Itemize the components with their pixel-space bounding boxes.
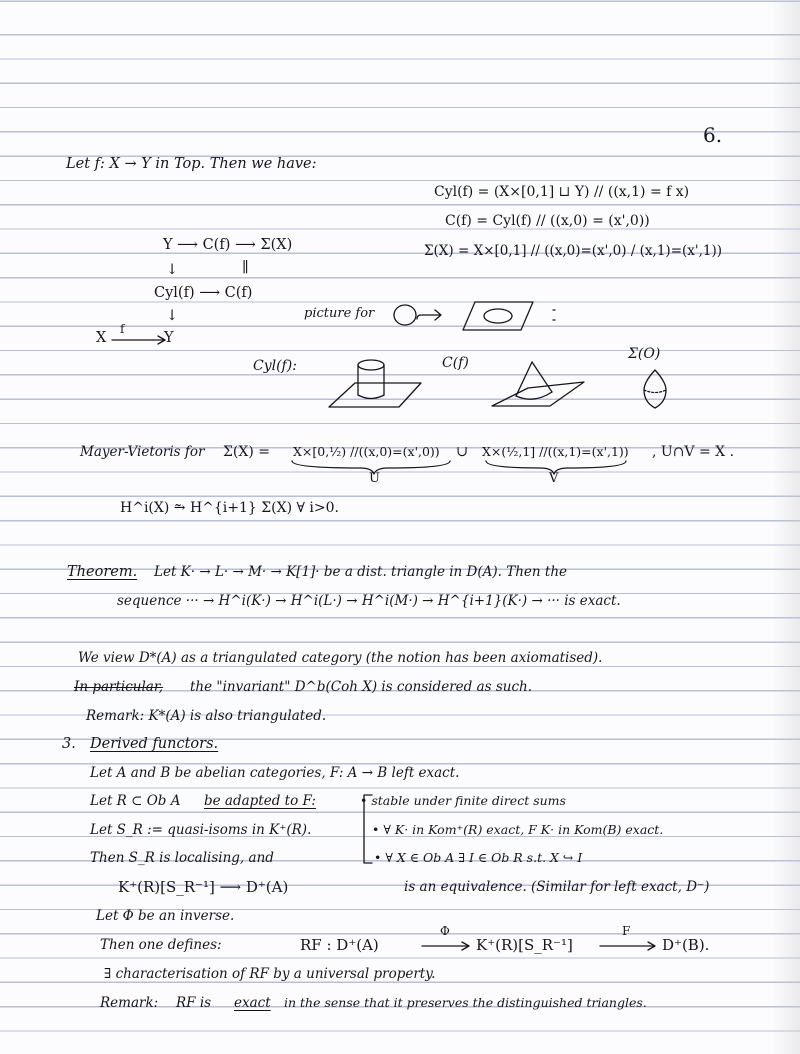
triangulated-line-2-prefix: In particular, <box>74 679 164 695</box>
suspension-picture-label: Σ(O) <box>628 346 661 362</box>
cylinder-picture <box>325 355 425 415</box>
diagram-row2: Cyl(f) ⟶ C(f) <box>154 285 253 301</box>
triangulated-remark: Remark: K*(A) is also triangulated. <box>86 708 327 724</box>
diagram-f-arrow <box>110 334 170 346</box>
f-arrow <box>598 940 660 952</box>
cyl-picture-label: Cyl(f): <box>253 358 297 374</box>
cyl-definition: Cyl(f) = (X×[0,1] ⊔ Y) // ((x,1) = f x) <box>434 184 690 200</box>
mv-cup: ∪ <box>456 444 469 460</box>
theorem-title: Theorem. <box>67 564 138 580</box>
defines-lead: Then one defines: <box>100 937 222 953</box>
section-number: 3. <box>62 736 76 752</box>
adapted-condition-1: • stable under finite direct sums <box>360 793 566 808</box>
rf-middle: K⁺(R)[S_R⁻¹] <box>476 936 573 954</box>
diagram-row1: Y ⟶ C(f) ⟶ Σ(X) <box>163 237 293 253</box>
mv-u-part: X×[0,½) //((x,0)=(x',0)) <box>293 444 440 459</box>
phi-label: Φ <box>440 924 450 938</box>
phi-arrow <box>420 940 474 952</box>
f-label: F <box>622 924 631 938</box>
mv-suspension: Σ(X) = <box>223 444 270 460</box>
derived-line-2-a: Let R ⊂ Ob A <box>90 793 181 809</box>
derived-line-3-a: Let S_R := quasi-isoms in K⁺(R). <box>90 822 312 838</box>
suspension-iso: H^i(X) ⥲ H^{i+1} Σ(X) ∀ i>0. <box>120 500 339 516</box>
section-title: Derived functors. <box>90 736 219 752</box>
diagram-row3-y: Y <box>164 330 174 346</box>
suspension-definition: Σ(X) = X×[0,1] // ((x,0)=(x',0) / (x,1)=(x',1)) <box>424 243 723 259</box>
suspension-picture <box>640 368 670 410</box>
mv-underbraces <box>290 458 690 480</box>
inverse-line: Let Φ be an inverse. <box>96 908 235 924</box>
diagram-parallel: ∥ <box>242 260 249 276</box>
universal-property-line: ∃ characterisation of RF by a universal property. <box>104 966 436 982</box>
remark-rf: RF is <box>176 995 212 1011</box>
diagram-f-label: f <box>120 322 125 336</box>
diagram-down-arrow-2: ↓ <box>166 308 179 324</box>
remark-label: Remark: <box>100 995 159 1011</box>
theorem-line-2: sequence ··· → H^i(K·) → H^i(L·) → H^i(M·) → H^{i+1}(K·) → ··· is exact. <box>117 593 621 609</box>
mv-v-label: V <box>549 471 559 486</box>
mv-lead: Mayer-Vietoris for <box>80 444 205 460</box>
conditions-bracket <box>360 793 374 869</box>
derived-line-1: Let A and B be abelian categories, F: A → B left exact. <box>90 765 460 781</box>
adapted-condition-3: • ∀ X ∈ Ob A ∃ I ∈ Ob R s.t. X ↪ I <box>374 850 583 865</box>
rf-codomain: D⁺(B). <box>662 936 710 954</box>
derived-line-4-a: Then S_R is localising, and <box>90 850 274 866</box>
circle-into-plane-icon <box>393 296 573 338</box>
intro-line: Let f: X → Y in Top. Then we have: <box>66 156 317 172</box>
diagram-row3-x: X <box>96 330 107 346</box>
page-number: 6. <box>703 123 723 147</box>
triangulated-line-1: We view D*(A) as a triangulated category (the notion has been axiomatised). <box>78 650 603 666</box>
derived-line-2-b: be adapted to F: <box>204 793 316 809</box>
rf-domain: RF : D⁺(A) <box>300 936 379 954</box>
mv-tail: , U∩V = X . <box>652 444 735 460</box>
remark-exact: exact <box>234 995 271 1011</box>
cone-definition: C(f) = Cyl(f) // ((x,0) = (x',0)) <box>445 213 650 229</box>
picture-caption: picture for <box>304 306 375 321</box>
mv-v-part: X×(½,1] //((x,1)=(x',1)) <box>482 444 629 459</box>
adapted-condition-2: • ∀ K· in Kom⁺(R) exact, F K· in Kom(B) exact. <box>372 822 664 837</box>
cone-picture-label: C(f) <box>442 355 469 371</box>
mv-u-label: U <box>369 471 380 486</box>
remark-rest: in the sense that it preserves the distinguished triangles. <box>284 995 647 1010</box>
cone-picture <box>488 358 588 414</box>
diagram-down-arrow-1: ↓ <box>166 262 179 278</box>
equivalence-map: K⁺(R)[S_R⁻¹] ⟶ D⁺(A) <box>118 878 289 896</box>
triangulated-line-2: the "invariant" D^b(Coh X) is considered as such. <box>190 679 533 695</box>
page-edge <box>772 0 800 1054</box>
equivalence-text: is an equivalence. (Similar for left exact, D⁻) <box>404 879 710 895</box>
theorem-line-1: Let K· → L· → M· → K[1]· be a dist. triangle in D(A). Then the <box>154 564 568 580</box>
